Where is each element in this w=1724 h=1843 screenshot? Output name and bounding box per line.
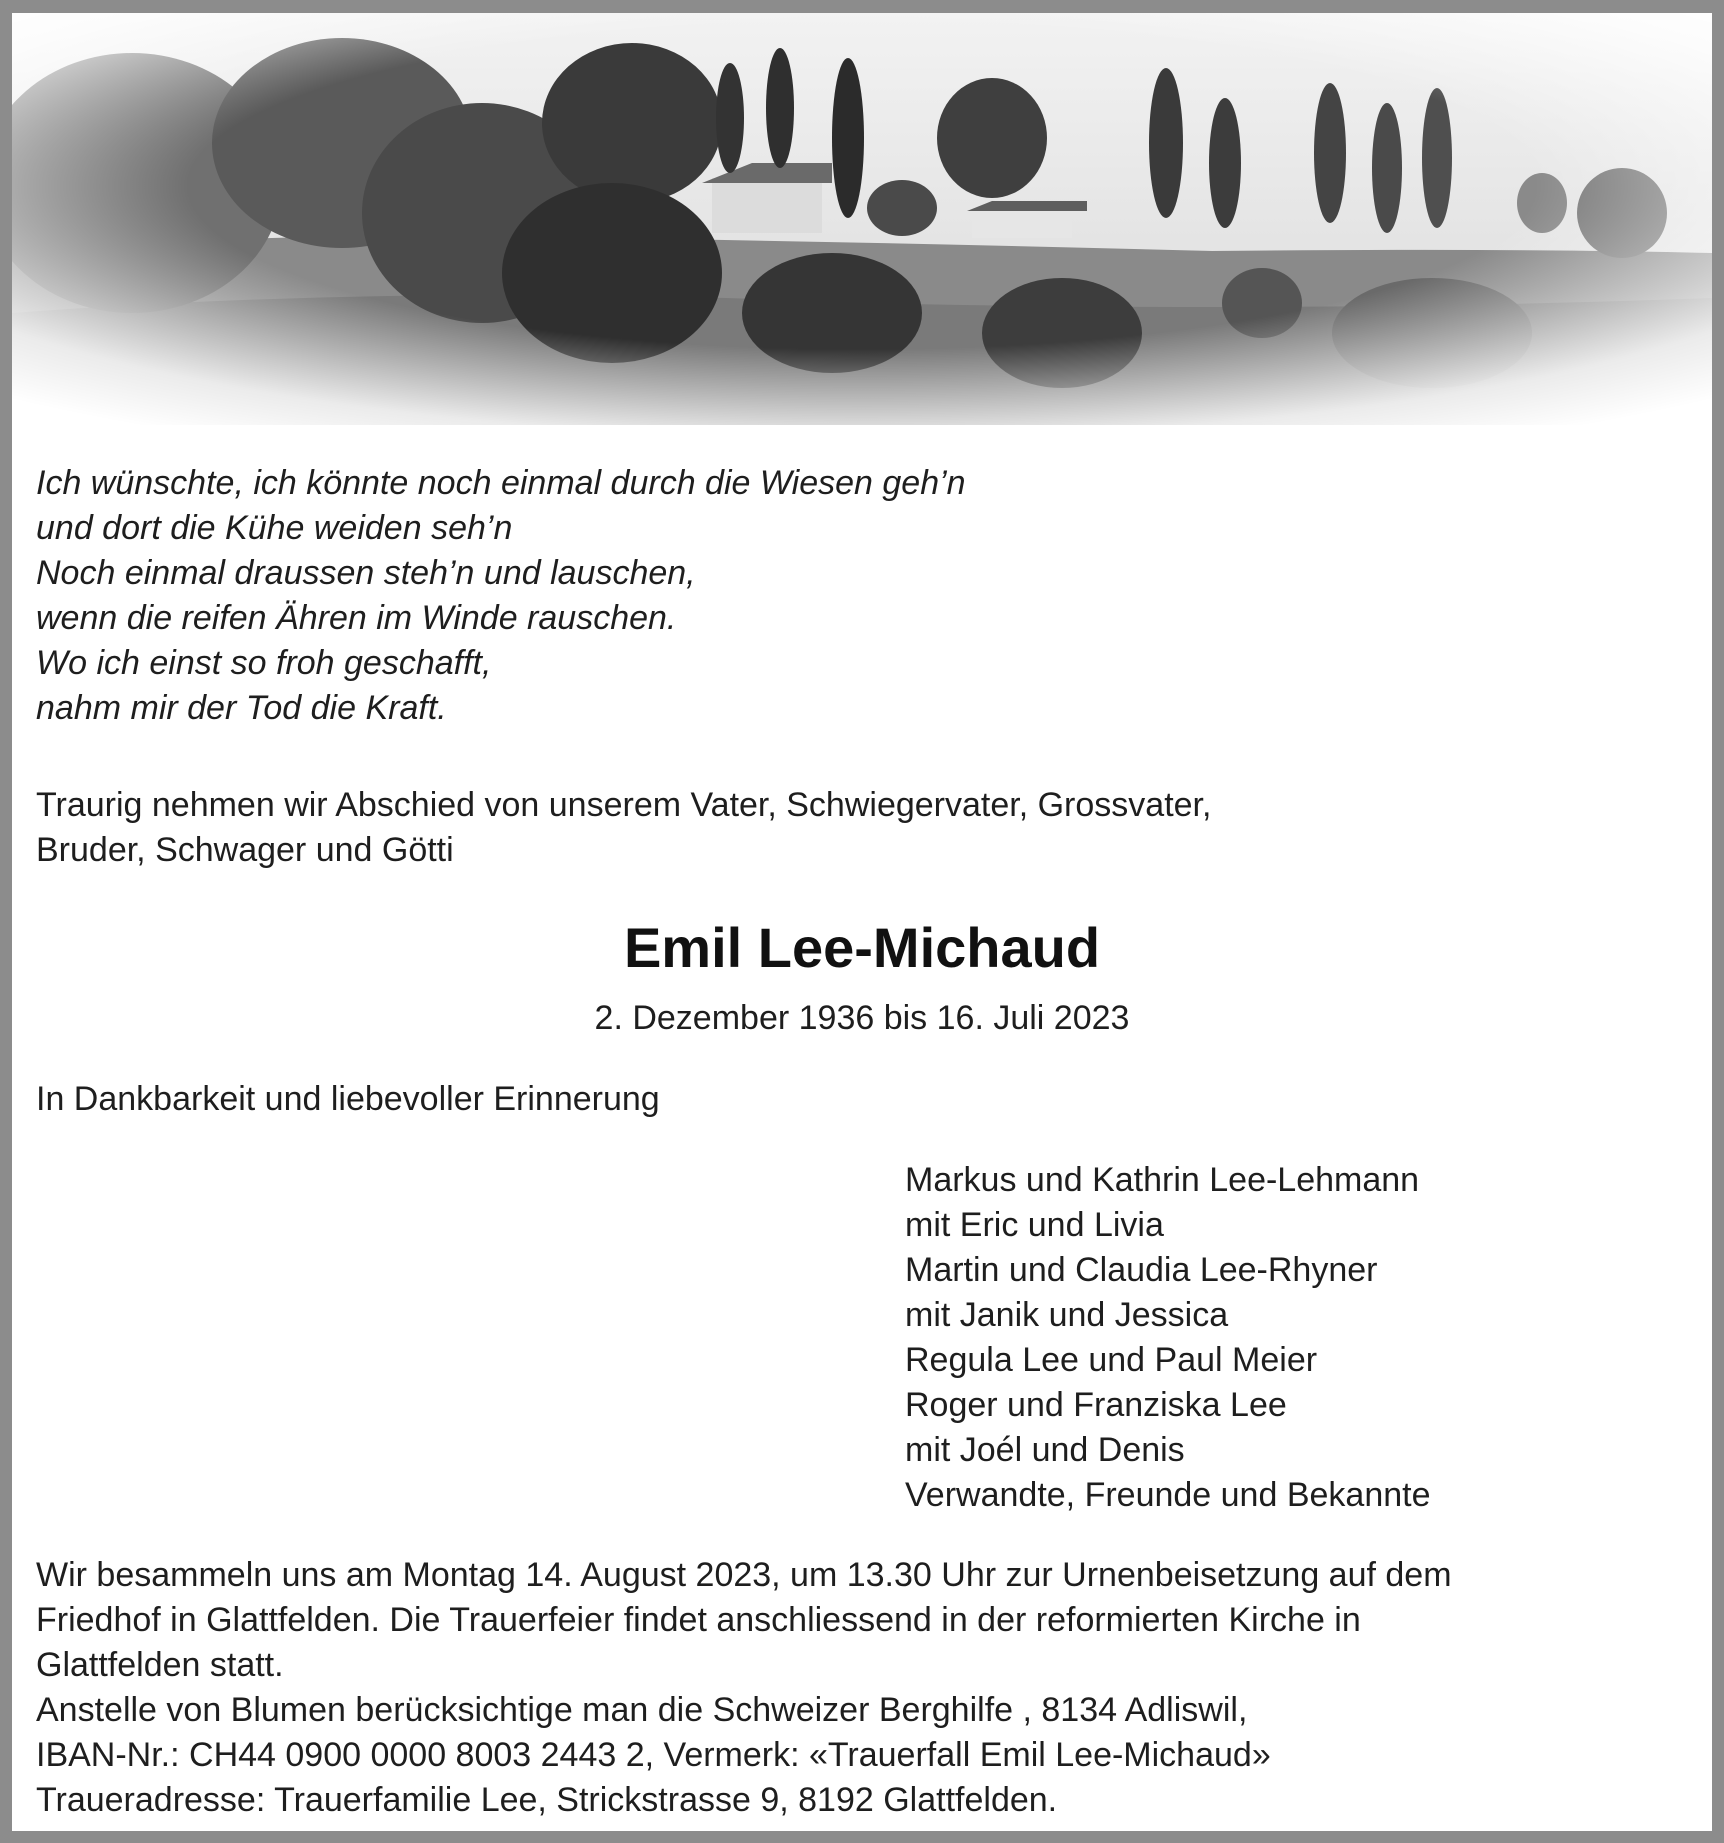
farewell-intro (36, 783, 1211, 873)
ceremony-details (36, 1553, 1696, 1823)
mourner-line: Roger und Franziska Lee (905, 1386, 1287, 1424)
life-dates: 2. Dezember 1936 bis 16. Juli 2023 (594, 999, 1130, 1037)
mourner-line: Markus und Kathrin Lee-Lehmann (905, 1161, 1420, 1199)
mourner-line: mit Joél und Denis (905, 1431, 1185, 1469)
poem-line: Ich wünschte, ich könnte noch einmal durch die Wiesen geh’n (36, 464, 966, 502)
obituary-notice (12, 13, 1712, 1831)
poem-line: wenn die reifen Ähren im Winde rauschen. (36, 599, 677, 637)
poem-line: Wo ich einst so froh geschafft, (36, 644, 492, 682)
closing-line: Wir besammeln uns am Montag 14. August 2023, um 13.30 Uhr zur Urnenbeisetzung auf dem (36, 1556, 1452, 1594)
closing-line: Friedhof in Glattfelden. Die Trauerfeier findet anschliessend in der reformierten Kirche in (36, 1601, 1361, 1639)
poem (36, 461, 966, 731)
gratitude-line: In Dankbarkeit und liebevoller Erinnerung (36, 1080, 660, 1118)
poem-line: Noch einmal draussen steh’n und lauschen, (36, 554, 696, 592)
mourner-line: Martin und Claudia Lee-Rhyner (905, 1251, 1378, 1289)
closing-line: Glattfelden statt. (36, 1646, 284, 1684)
poem-line: und dort die Kühe weiden seh’n (36, 509, 513, 547)
mourner-line: Verwandte, Freunde und Bekannte (905, 1476, 1431, 1514)
mourners-list (905, 1158, 1431, 1518)
mourner-line: mit Janik und Jessica (905, 1296, 1229, 1334)
closing-line: IBAN-Nr.: CH44 0900 0000 8003 2443 2, Vermerk: «Trauerfall Emil Lee-Michaud» (36, 1736, 1271, 1774)
landscape-photo (12, 13, 1712, 425)
closing-line: Traueradresse: Trauerfamilie Lee, Strickstrasse 9, 8192 Glattfelden. (36, 1781, 1058, 1819)
closing-line: Anstelle von Blumen berücksichtige man die Schweizer Berghilfe , 8134 Adliswil, (36, 1691, 1248, 1729)
intro-line: Bruder, Schwager und Götti (36, 831, 454, 869)
mourner-line: mit Eric und Livia (905, 1206, 1164, 1244)
mourner-line: Regula Lee und Paul Meier (905, 1341, 1318, 1379)
intro-line: Traurig nehmen wir Abschied von unserem Vater, Schwiegervater, Grossvater, (36, 786, 1212, 824)
deceased-name: Emil Lee-Michaud (623, 916, 1101, 979)
poem-line: nahm mir der Tod die Kraft. (36, 689, 447, 727)
